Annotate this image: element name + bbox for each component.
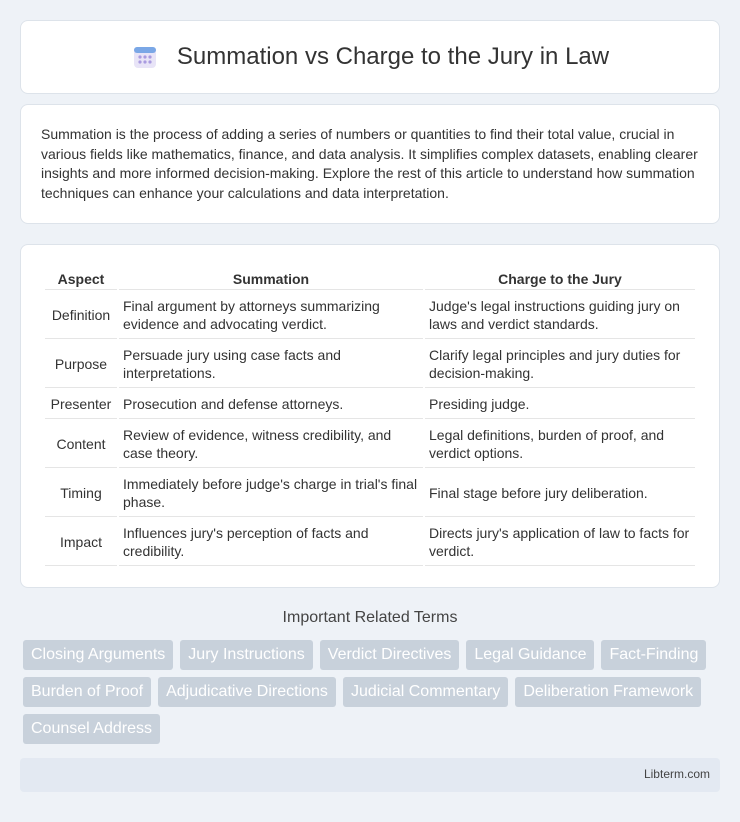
header-card [20, 20, 720, 94]
cell-charge: Legal definitions, burden of proof, and verdict options. [425, 421, 695, 468]
tag-legal-guidance[interactable]: Legal Guidance [466, 640, 594, 670]
cell-summation: Influences jury's perception of facts and credibility. [119, 519, 423, 566]
cell-summation: Persuade jury using case facts and interpretations. [119, 341, 423, 388]
intro-card [20, 104, 720, 224]
related-terms-title: Important Related Terms [282, 609, 458, 626]
cell-aspect: Definition [45, 292, 117, 339]
tag-fact-finding[interactable]: Fact-Finding [601, 640, 706, 670]
header-aspect: Aspect [45, 267, 117, 290]
cell-summation: Immediately before judge's charge in trial's final phase. [119, 470, 423, 517]
cell-summation: Final argument by attorneys summarizing evidence and advocating verdict. [119, 292, 423, 339]
table-row [45, 470, 695, 517]
related-terms-list [23, 640, 723, 744]
cell-summation: Review of evidence, witness credibility, and case theory. [119, 421, 423, 468]
comparison-table [43, 265, 697, 568]
intro-paragraph: Summation is the process of adding a series of numbers or quantities to find their total value, crucial in various fields like mathematics, finance, and data analysis. It simplifies complex datasets, enabling clearer insights and more informed decision-making. Explore the rest of this article to understand how summation techniques can enhance your calculations and data interpretation. [41, 126, 698, 201]
tag-deliberation-framework[interactable]: Deliberation Framework [515, 677, 701, 707]
tag-closing-arguments[interactable]: Closing Arguments [23, 640, 173, 670]
tag-adjudicative-directions[interactable]: Adjudicative Directions [158, 677, 336, 707]
cell-charge: Directs jury's application of law to facts for verdict. [425, 519, 695, 566]
cell-aspect: Presenter [45, 390, 117, 419]
table-row [45, 292, 695, 339]
cell-charge: Judge's legal instructions guiding jury on laws and verdict standards. [425, 292, 695, 339]
table-row [45, 341, 695, 388]
cell-charge: Presiding judge. [425, 390, 695, 419]
footer [20, 758, 720, 792]
tag-counsel-address[interactable]: Counsel Address [23, 714, 160, 744]
cell-aspect: Content [45, 421, 117, 468]
cell-charge: Clarify legal principles and jury duties for decision-making. [425, 341, 695, 388]
tag-burden-of-proof[interactable]: Burden of Proof [23, 677, 151, 707]
cell-aspect: Timing [45, 470, 117, 517]
cell-aspect: Purpose [45, 341, 117, 388]
cell-aspect: Impact [45, 519, 117, 566]
comparison-table-card [20, 244, 720, 588]
tag-verdict-directives[interactable]: Verdict Directives [320, 640, 460, 670]
page-title: Summation vs Charge to the Jury in Law [176, 43, 610, 70]
tag-judicial-commentary[interactable]: Judicial Commentary [343, 677, 508, 707]
table-row [45, 421, 695, 468]
header-summation: Summation [119, 267, 423, 290]
tag-jury-instructions[interactable]: Jury Instructions [180, 640, 312, 670]
footer-brand[interactable]: Libterm.com [643, 767, 710, 781]
calendar-icon [131, 43, 159, 71]
header-charge: Charge to the Jury [425, 267, 695, 290]
cell-charge: Final stage before jury deliberation. [425, 470, 695, 517]
table-row [45, 519, 695, 566]
table-row [45, 390, 695, 419]
cell-summation: Prosecution and defense attorneys. [119, 390, 423, 419]
